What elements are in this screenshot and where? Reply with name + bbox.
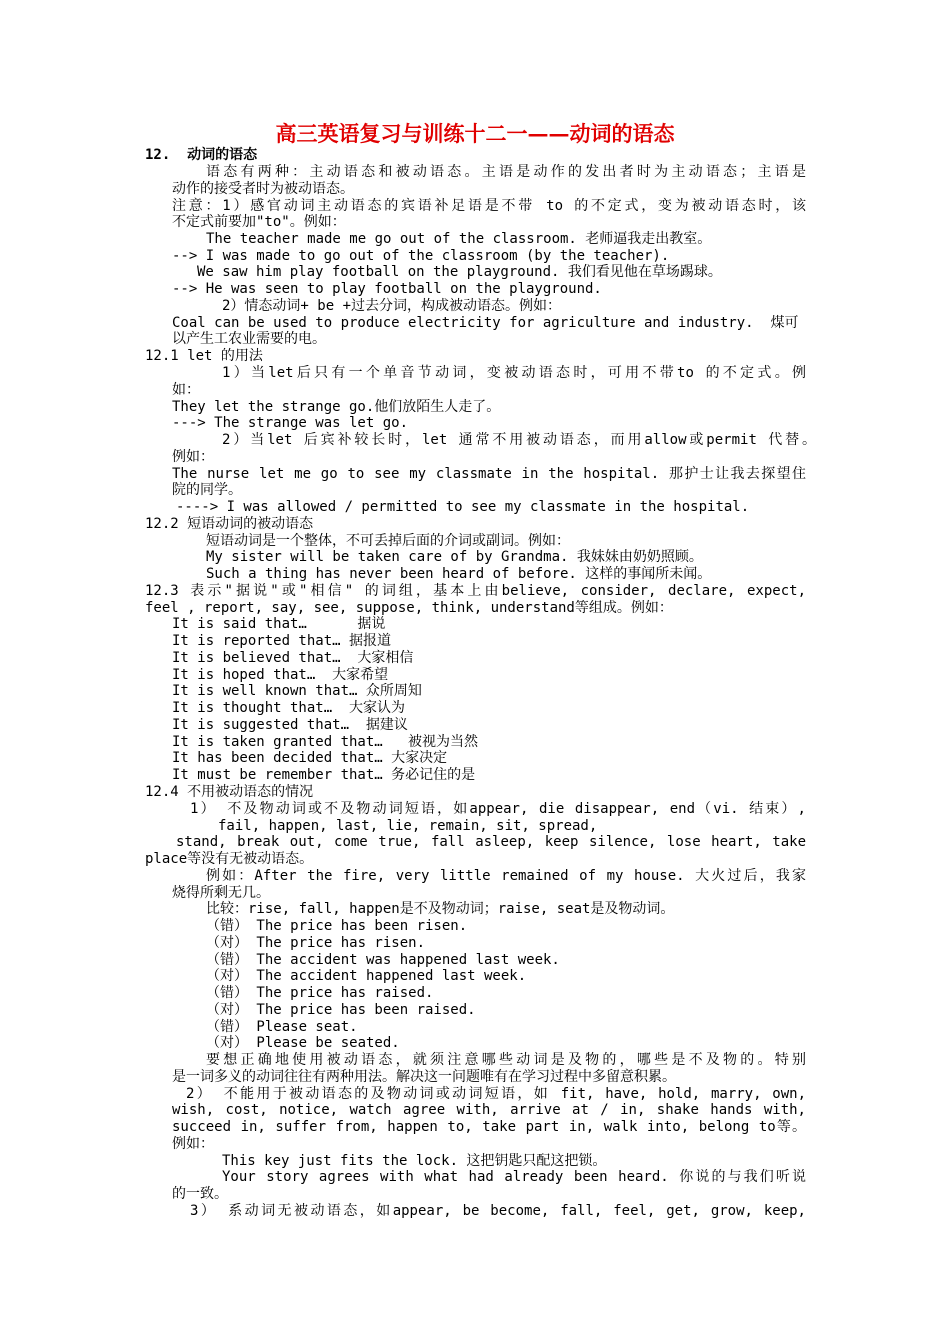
section-heading-12-3: 12.3 表示"据说"或"相信" 的词组，基本上由believe, consider, declare, expect, bbox=[145, 583, 806, 599]
example-sentence: 以产生工农业需要的电。 bbox=[172, 331, 326, 347]
section-heading-12-1: 12.1 let 的用法 bbox=[145, 348, 263, 364]
document-title: 高三英语复习与训练十二一——动词的语态 bbox=[275, 121, 675, 146]
paragraph: place等没有无被动语态。 bbox=[145, 851, 314, 867]
example-pair: （对） The price has risen. bbox=[206, 935, 426, 951]
paragraph: succeed in, suffer from, happen to, take part in, walk into, belong to等。 bbox=[172, 1119, 806, 1135]
phrase-item: It is reported that… 据报道 bbox=[172, 633, 392, 649]
comparison-note: 比较：rise, fall, happen是不及物动词；raise, seat是及物动词。 bbox=[206, 901, 675, 917]
example-sentence: Your story agrees with what had already been heard. 你说的与我们听说 bbox=[222, 1169, 806, 1185]
phrase-item: It is well known that… 众所周知 bbox=[172, 683, 422, 699]
paragraph: 语态有两种：主动语态和被动语态。主语是动作的发出者时为主动语态；主语是 bbox=[206, 164, 806, 180]
section-heading-12-4: 12.4 不用被动语态的情况 bbox=[145, 784, 314, 800]
example-sentence: 烧得所剩无几。 bbox=[172, 885, 270, 901]
paragraph: 要想正确地使用被动语态，就须注意哪些动词是及物的，哪些是不及物的。特别 bbox=[206, 1052, 806, 1068]
example-sentence: 例如：After the fire, very little remained of my house. 大火过后，我家 bbox=[206, 868, 806, 884]
phrase-item: It is taken granted that… 被视为当然 bbox=[172, 734, 479, 750]
paragraph: 3） 系动词无被动语态，如appear, be become, fall, feel, get, grow, keep, bbox=[190, 1203, 806, 1219]
example-sentence: --> He was seen to play football on the playground. bbox=[172, 281, 602, 297]
phrase-item: It must be remember that… 务必记住的是 bbox=[172, 767, 476, 783]
paragraph: wish, cost, notice, watch agree with, arrive at / in, shake hands with, bbox=[172, 1102, 806, 1118]
paragraph: 1）当let后只有一个单音节动词，变被动语态时，可用不带to 的不定式。例 bbox=[222, 365, 806, 381]
example-sentence: We saw him play football on the playground. 我们看见他在草场踢球。 bbox=[197, 264, 722, 280]
note: 注意：1）感官动词主动语态的宾语补足语是不带 to 的不定式，变为被动语态时，该 bbox=[172, 198, 806, 214]
note: 2）情态动词+ be +过去分词，构成被动语态。例如： bbox=[222, 298, 561, 314]
example-pair: （对） The accident happened last week. bbox=[206, 968, 527, 984]
paragraph: stand, break out, come true, fall asleep, keep silence, lose heart, take bbox=[176, 834, 806, 850]
example-pair: （错） The price has been risen. bbox=[206, 918, 468, 934]
example-pair: （错） The accident was happened last week. bbox=[206, 952, 560, 968]
paragraph: 例如： bbox=[172, 1136, 214, 1152]
example-sentence: This key just fits the lock. 这把钥匙只配这把锁。 bbox=[222, 1153, 607, 1169]
example-sentence: The nurse let me go to see my classmate in the hospital. 那护士让我去探望住 bbox=[172, 466, 806, 482]
example-sentence: Such a thing has never been heard of before. 这样的事闻所未闻。 bbox=[206, 566, 712, 582]
paragraph: fail, happen, last, lie, remain, sit, spread, bbox=[218, 818, 598, 834]
example-sentence: ---> The strange was let go. bbox=[172, 415, 409, 431]
paragraph: 例如： bbox=[172, 449, 214, 465]
paragraph: 2） 不能用于被动语态的及物动词或动词短语，如 fit, have, hold, marry, own, bbox=[186, 1086, 806, 1102]
paragraph: 是一词多义的动词往往有两种用法。解决这一问题唯有在学习过程中多留意积累。 bbox=[172, 1069, 676, 1085]
phrase-item: It is believed that… 大家相信 bbox=[172, 650, 414, 666]
example-pair: （对） The price has been raised. bbox=[206, 1002, 476, 1018]
phrase-item: It is said that… 据说 bbox=[172, 616, 386, 632]
example-sentence: Coal can be used to produce electricity for agriculture and industry. 煤可 bbox=[172, 315, 799, 331]
example-pair: （对） Please be seated. bbox=[206, 1035, 400, 1051]
example-pair: （错） Please seat. bbox=[206, 1019, 358, 1035]
paragraph: 1） 不及物动词或不及物动词短语，如appear, die disappear, end（vi. 结束）, bbox=[190, 801, 806, 817]
example-sentence: ----> I was allowed / permitted to see my classmate in the hospital. bbox=[176, 499, 750, 515]
example-pair: （错） The price has raised. bbox=[206, 985, 434, 1001]
example-sentence: My sister will be taken care of by Grandma. 我妹妹由奶奶照顾。 bbox=[206, 549, 703, 565]
paragraph: 2）当let 后宾补较长时，let 通常不用被动语态，而用allow或permit 代替。 bbox=[222, 432, 816, 448]
paragraph: 短语动词是一个整体，不可丢掉后面的介词或副词。例如： bbox=[206, 533, 570, 549]
example-sentence: They let the strange go.他们放陌生人走了。 bbox=[172, 399, 501, 415]
section-heading-12: 12. 动词的语态 bbox=[145, 147, 258, 163]
paragraph: 动作的接受者时为被动语态。 bbox=[172, 181, 354, 197]
example-sentence: --> I was made to go out of the classroom (by the teacher). bbox=[172, 248, 670, 264]
note: 不定式前要加"to"。例如： bbox=[172, 214, 346, 230]
paragraph: 如： bbox=[172, 382, 200, 398]
example-sentence: 的一致。 bbox=[172, 1186, 228, 1202]
phrase-item: It is thought that… 大家认为 bbox=[172, 700, 406, 716]
example-sentence: 院的同学。 bbox=[172, 482, 242, 498]
phrase-item: It is hoped that… 大家希望 bbox=[172, 667, 389, 683]
section-heading-12-2: 12.2 短语动词的被动语态 bbox=[145, 516, 314, 532]
section-heading-12-3-cont: feel , report, say, see, suppose, think, understand等组成。例如： bbox=[145, 600, 673, 616]
example-sentence: The teacher made me go out of the classroom. 老师逼我走出教室。 bbox=[206, 231, 712, 247]
phrase-item: It has been decided that… 大家决定 bbox=[172, 750, 448, 766]
phrase-item: It is suggested that… 据建议 bbox=[172, 717, 408, 733]
